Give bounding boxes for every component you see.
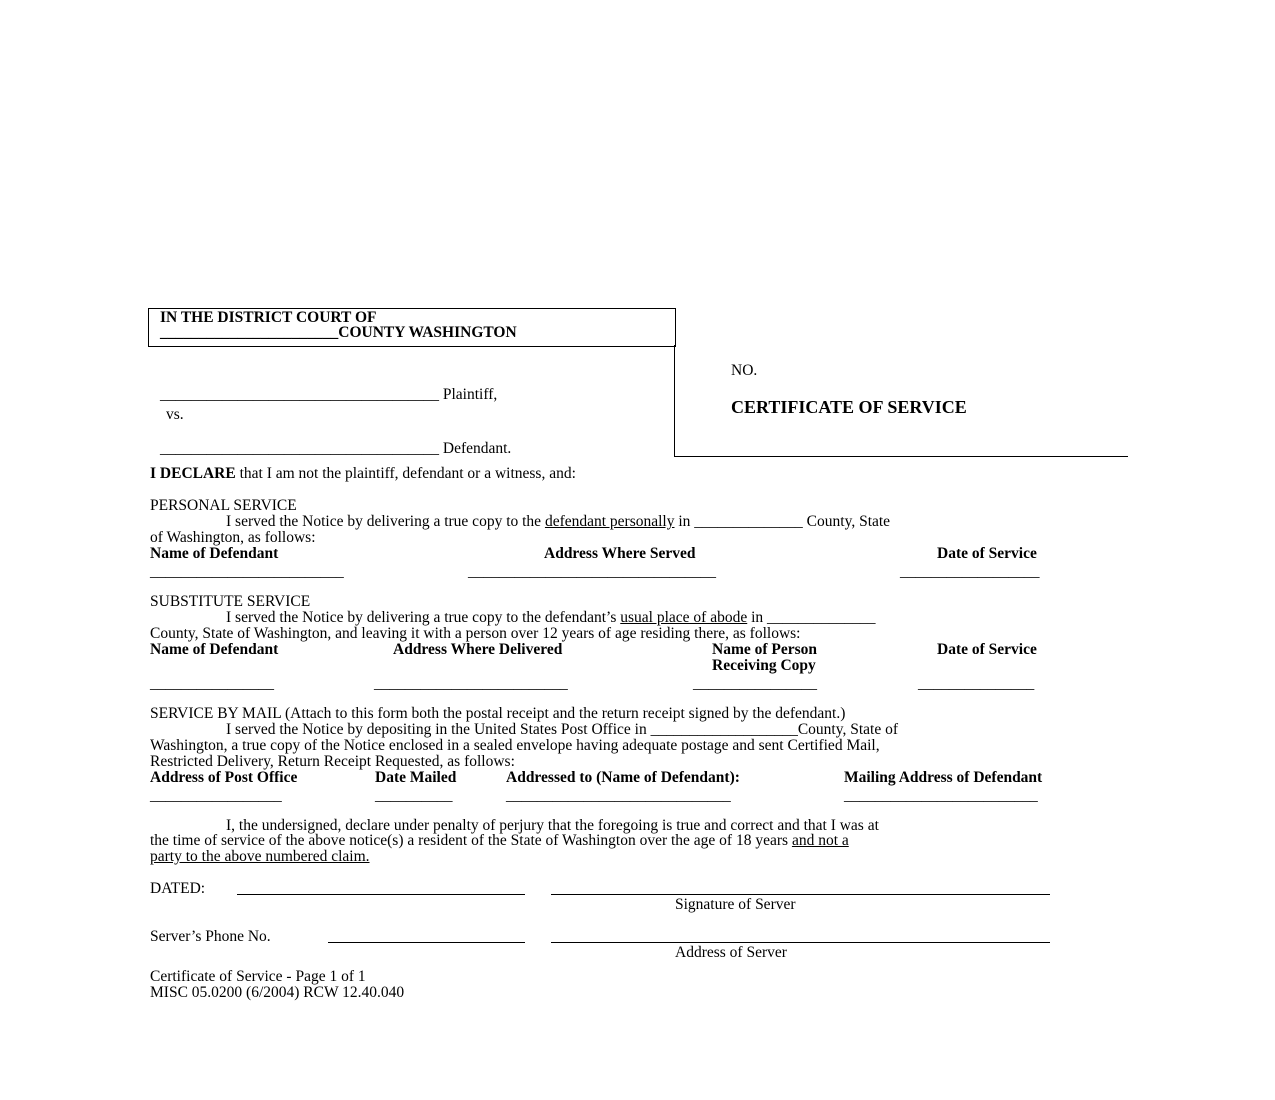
- declaration-line3: party to the above numbered claim.: [150, 848, 370, 865]
- mail-date-field[interactable]: __________: [375, 787, 453, 804]
- substitute-date-field[interactable]: _______________: [918, 675, 1035, 692]
- personal-text-b: in ______________ County, State: [674, 513, 891, 530]
- personal-name-field[interactable]: _________________________: [150, 563, 344, 580]
- phone-field[interactable]: [328, 942, 525, 943]
- substitute-col-person-a: Name of Person: [712, 641, 818, 658]
- mail-col-post-office: Address of Post Office: [150, 769, 298, 786]
- substitute-text-b: in ______________: [747, 609, 876, 626]
- signature-field[interactable]: [551, 894, 1050, 895]
- mail-col-date-mailed: Date Mailed: [375, 769, 457, 786]
- declare-bold: I DECLARE: [150, 465, 236, 482]
- substitute-service-heading: SUBSTITUTE SERVICE: [150, 593, 311, 610]
- declaration-text: the time of service of the above notice(s) a resident of the State of Washington over the age of 18 years: [150, 832, 792, 849]
- personal-date-field[interactable]: __________________: [900, 563, 1040, 580]
- substitute-col-date: Date of Service: [937, 641, 1037, 658]
- address-caption: Address of Server: [675, 944, 787, 961]
- mail-col-addressed-to: Addressed to (Name of Defendant):: [506, 769, 740, 786]
- substitute-name-field[interactable]: ________________: [150, 675, 274, 692]
- mail-paragraph-line3: Restricted Delivery, Return Receipt Requested, as follows:: [150, 753, 515, 770]
- phone-label: Server’s Phone No.: [150, 928, 271, 945]
- personal-col-address: Address Where Served: [544, 545, 696, 562]
- mail-post-office-field[interactable]: _________________: [150, 787, 282, 804]
- mail-service-heading: SERVICE BY MAIL (Attach to this form both the postal receipt and the return receipt signed by the defendant.): [150, 705, 846, 722]
- substitute-service-paragraph: [226, 610, 876, 626]
- court-name-line2: _______________________COUNTY WASHINGTON: [160, 324, 517, 341]
- caption-divider: [674, 345, 675, 456]
- caption-bottom-rule: [674, 456, 1128, 457]
- footer-page-info: Certificate of Service - Page 1 of 1: [150, 968, 366, 985]
- personal-underlined: defendant personally: [544, 513, 675, 530]
- personal-col-date: Date of Service: [937, 545, 1037, 562]
- substitute-address-field[interactable]: _________________________: [374, 675, 568, 692]
- footer-form-code: MISC 05.0200 (6/2004) RCW 12.40.040: [150, 984, 405, 1001]
- substitute-person-field[interactable]: ________________: [693, 675, 817, 692]
- substitute-service-paragraph-line2: County, State of Washington, and leaving it with a person over 12 years of age residing there, as follows:: [150, 625, 801, 642]
- case-number-label: NO.: [731, 362, 758, 379]
- mail-address-field[interactable]: _________________________: [844, 787, 1038, 804]
- mail-col-mailing-address: Mailing Address of Defendant: [844, 769, 1043, 786]
- mail-paragraph-line2: Washington, a true copy of the Notice enclosed in a sealed envelope having adequate postage and sent Certified Mail,: [150, 737, 880, 754]
- declaration-underlined-a: and not a: [791, 832, 849, 849]
- defendant-field[interactable]: ____________________________________ Defendant.: [160, 440, 512, 457]
- declare-rest: that I am not the plaintiff, defendant or a witness, and:: [235, 465, 576, 482]
- court-name-line1: IN THE DISTRICT COURT OF: [160, 309, 377, 326]
- declaration-line2: [150, 833, 849, 849]
- personal-text-a: I served the Notice by delivering a true copy to the: [226, 513, 545, 530]
- personal-address-field[interactable]: ________________________________: [468, 563, 716, 580]
- personal-service-paragraph: [226, 514, 890, 530]
- plaintiff-field[interactable]: ____________________________________ Plaintiff,: [160, 386, 498, 403]
- personal-col-name: Name of Defendant: [150, 545, 279, 562]
- dated-label: DATED:: [150, 880, 206, 897]
- server-address-field[interactable]: [551, 942, 1050, 943]
- declare-statement: [150, 466, 576, 482]
- substitute-col-address: Address Where Delivered: [393, 641, 563, 658]
- signature-caption: Signature of Server: [675, 896, 796, 913]
- substitute-underlined: usual place of abode: [620, 609, 748, 626]
- form-title: CERTIFICATE OF SERVICE: [731, 397, 967, 417]
- dated-field[interactable]: [237, 894, 525, 895]
- personal-service-paragraph-line2: of Washington, as follows:: [150, 529, 316, 546]
- substitute-col-person-b: Receiving Copy: [712, 657, 816, 674]
- mail-addressed-to-field[interactable]: _____________________________: [506, 787, 731, 804]
- declaration-line1: I, the undersigned, declare under penalty of perjury that the foregoing is true and correct and that I was at: [226, 817, 879, 834]
- versus-label: vs.: [166, 406, 184, 423]
- mail-paragraph-line1: I served the Notice by depositing in the United States Post Office in ___________________County, State of: [226, 721, 899, 738]
- substitute-col-name: Name of Defendant: [150, 641, 279, 658]
- substitute-text-a: I served the Notice by delivering a true copy to the defendant’s: [226, 609, 621, 626]
- personal-service-heading: PERSONAL SERVICE: [150, 497, 297, 514]
